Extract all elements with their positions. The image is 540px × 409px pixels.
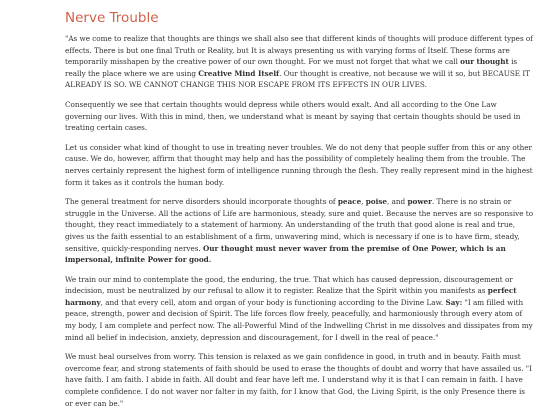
paragraph-3: [65, 142, 535, 188]
text-run: , and: [387, 197, 408, 207]
text-run: . There is no strain or struggle in the Universe. All the actions of Life are harmonious, steady, sure and quiet. Because the nerves are so responsive to thought, they react immediately to a statement of harmony. An understanding of the truth that good alone is real and true, gives us the faith essential to an establishment of a firm, unwavering mind, which is necessary if one is to have firm, steady, sensitive, quickly-responding nerves.: [65, 197, 534, 253]
paragraph-4: [65, 196, 535, 266]
bold-text: Our thought must never waver from the premise of One Power, which is an impersonal, infinite Power for good.: [65, 243, 506, 265]
bold-text: Creative Mind Itself: [198, 68, 280, 78]
bold-text: poise: [365, 197, 388, 207]
paragraph-6: [65, 351, 535, 409]
paragraph-5: [65, 274, 535, 344]
bold-text: Say:: [445, 297, 463, 307]
bold-text: our thought: [460, 57, 509, 67]
text-run: We must heal ourselves from worry. This tension is relaxed as we gain confidence in good, in truth and in beauty. Faith must overcome fear, and strong statements of faith should be used to erase the thoughts of doubt and worry that have assailed us. "I have faith. I am faith. I abide in faith. All doubt and fear have left me. I understand why it is that I can remain in faith. I have complete confidence. I do not waver nor falter in my faith, for I know that God, the Living Spirit, is the only Presence there is or ever can be.": [65, 352, 532, 408]
text-run: is really the place where we are using: [65, 57, 518, 78]
text-run: Consequently we see that certain thoughts would depress while others would exalt. And all according to the One Law governing our lives. With this in mind, then, we understand what is meant by saying that certain thoughts should be used in treating certain cases.: [65, 99, 521, 133]
text-run: We train our mind to contemplate the good, the enduring, the true. That which has caused depression, discouragement or indecision, must be neutralized by our refusal to allow it to register. Realize that the Spirit within you manifests as: [65, 274, 513, 296]
text-run: The general treatment for nerve disorders should incorporate thoughts of: [65, 197, 338, 207]
text-run: . Our thought is creative, not because we will it so, but BECAUSE IT ALREADY IS SO. WE CANNOT CHANGE THIS NOR ESCAPE FROM ITS EFFECTS IN OUR LIVES.: [65, 68, 530, 90]
text-run: , and that every cell, atom and organ of your body is functioning according to the Divine Law.: [100, 297, 446, 307]
paragraph-2: [65, 99, 535, 134]
paragraph-1: [65, 33, 535, 91]
text-run: ,: [361, 197, 366, 207]
bold-text: perfect harmony: [65, 286, 517, 307]
text-run: "I am filled with peace, strength, power and decision of Spirit. The life forces flow freely, peacefully, and harmoniously through every atom of my body, I am complete and perfect now. The all-Powerful Mind of the Indwelling Christ in me dissolves and dissipates from my mind all belief in indecision, anxiety, depression and discouragement, for I dwell in the real of peace.": [65, 297, 533, 342]
text-run: Let us consider what kind of thought to use in treating never troubles. We do not deny that people suffer from this or any other cause. We do, however, affirm that thought may help and has the possibility of completely healing them from the trouble. The nerves certainly represent the highest form of intelligence running through the flesh. They really represent mind in the highest form it takes as it controls the human body.: [65, 142, 533, 187]
bold-text: power: [407, 197, 432, 207]
text-run: "As we come to realize that thoughts are things we shall also see that different kinds of thoughts will produce different types of effects. There is but one final Truth or Reality, but It is always presenting us with varying forms of Itself. These forms are temporarily misshapen by the creative power of our own thought. For we must not forget that what we call: [65, 34, 533, 67]
page-title: Nerve Trouble: [65, 10, 159, 26]
bold-text: peace: [337, 197, 362, 207]
